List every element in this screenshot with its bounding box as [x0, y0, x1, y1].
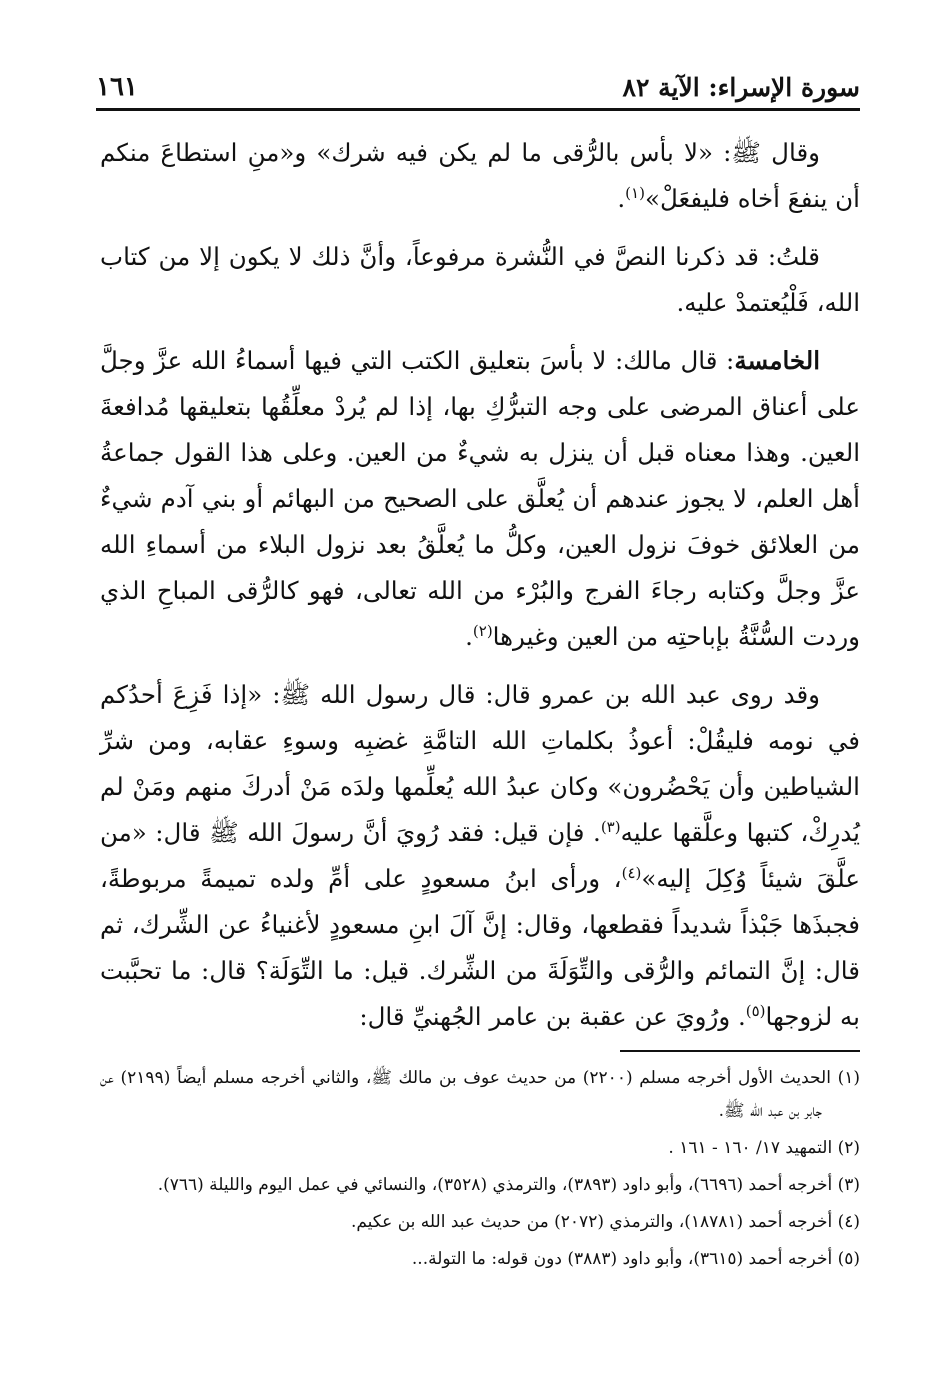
paragraph-4-text-a: وقد روى عبد الله بن عمرو قال: قال رسول الله ﷺ: «إذا فَزِعَ أحدُكم في نومه فليقُلْ: أعوذُ بكلماتِ الله التامَّةِ غضبِه وسوءِ عقابه، ومن شرِّ الشياطين وأن يَحْضُرون» وكان عبدُ الله يُعلِّمها ولدَه مَنْ أدركَ منهم ومَنْ لم يُدرِكْ، كتبها وعلَّقها عليه — [100, 680, 861, 847]
paragraph-4-text-c: ، ورأى ابنُ مسعودٍ على أمِّ ولده تميمةً مربوطةً، فجبذَها جَبْذاً شديداً فقطعها، وقال: إنَّ آلَ ابنِ مسعودٍ لأغنياءُ عن الشِّرك، ثم قال: إنَّ التمائم والرُّقى والتِّوَلَةَ من الشِّرك. قيل: ما التِّوَلَة؟ قال: ما تحبَّبت به لزوجها — [100, 864, 860, 1031]
page-header — [96, 58, 860, 111]
paragraph-1-text: وقال ﷺ: «لا بأس بالرُّقى ما لم يكن فيه شرك» و«منِ استطاعَ منكم أن ينفعَ أخاه فليفعَلْ» — [100, 138, 860, 213]
paragraph-3-text: : قال مالك: لا بأسَ بتعليق الكتب التي فيها أسماءُ الله عزَّ وجلَّ على أعناق المرضى على وجه التبرُّكِ بها، إذا لم يُردْ معلِّقُها بتعليقها مُدافعةَ العين. وهذا معناه قبل أن ينزل به شيءٌ من العين. وعلى هذا القول جماعةُ أهل العلم، لا يجوز عندهم أن يُعلَّق على الصحيح من البهائم أو بني آدم شيءٌ من العلائق خوفَ نزول العين، وكلُّ ما يُعلَّقُ بعد نزول البلاء من أسماءِ الله عزَّ وجلَّ وكتابه رجاءَ الفرج والبُرْء من الله تعالى، فهو كالرُّقى المباحِ الذي وردت السُّنَّةُ بإباحتِه من العين وغيرها — [100, 346, 860, 651]
main-text — [100, 130, 860, 1052]
footnote-3: (٣) أخرجه أحمد (٦٦٩٦)، وأبو داود (٣٨٩٣)، والترمذي (٣٥٢٨)، والنسائي في عمل اليوم والليلة (٧٦٦). — [157, 1175, 860, 1195]
paragraph-4-text-d: . ورُويَ عن عقبة بن عامر الجُهنيِّ قال: — [359, 1002, 746, 1031]
footnote-2: (٢) التمهيد ١٧/ ١٦٠ - ١٦١ . — [668, 1138, 860, 1158]
paragraph-2: قلتُ: قد ذكرنا النصَّ في النُّشرة مرفوعاً، وأنَّ ذلك لا يكون إلا من كتاب الله، فَلْيُعتمدْ عليه. — [100, 242, 860, 317]
footnote-ref-5: (٥) — [745, 1001, 766, 1020]
chapter-title: سورة الإسراء: الآية ٨٢ — [622, 73, 860, 102]
footnote-4: (٤) أخرجه أحمد (١٨٧٨١)، والترمذي (٢٠٧٢) من حديث عبد الله بن عكيم. — [350, 1212, 860, 1232]
footnote-separator — [620, 1050, 860, 1052]
footnote-ref-4: (٤) — [621, 863, 642, 882]
footnote-ref-3: (٣) — [600, 817, 621, 836]
footnotes — [100, 1062, 860, 1280]
footnote-5: (٥) أخرجه أحمد (٣٦١٥)، وأبو داود (٣٨٨٣) دون قوله: ما التولة... — [411, 1249, 860, 1269]
page-number: ١٦١ — [96, 72, 138, 102]
paragraph-1: وقال ﷺ: «لا بأس بالرُّقى ما لم يكن فيه شرك» و«منِ استطاعَ منكم أن ينفعَ أخاه فليفعَلْ»$^{(١)}$. — [100, 138, 860, 213]
section-lead: الخامسة — [734, 346, 820, 375]
paragraph-4 — [100, 672, 860, 1040]
footnote-ref-1: (١) — [625, 183, 645, 202]
footnote-1: (١) الحديث الأول أخرجه مسلم (٢٢٠٠) من حديث عوف بن مالك ﷺ، والثاني أخرجه مسلم أيضاً (٢١٩٩) عن جابر بن عبد الله ﷺ. — [100, 1068, 860, 1121]
paragraph-4-text-b: . فإن قيل: فقد رُويَ أنَّ رسولَ الله ﷺ قال: «من علَّقَ شيئاً وُكِلَ إليه» — [100, 818, 860, 893]
paragraph-3: الخامسة: قال مالك: لا بأسَ بتعليق الكتب التي فيها أسماءُ الله عزَّ وجلَّ على أعناق المرضى على وجه التبرُّكِ بها، إذا لم يُردْ معلِّقُها بتعليقها مُدافعةَ العين. وهذا معناه قبل أن ينزل به شيءٌ من العين. وعلى هذا القول جماعةُ أهل العلم، لا يجوز عندهم أن يُعلَّق على الصحيح من البهائم أو بني آدم شيءٌ من العلائق خوفَ نزول العين، وكلُّ ما يُعلَّقُ بعد نزول البلاء من أسماءِ الله عزَّ وجلَّ وكتابه رجاءَ الفرج والبُرْء من الله تعالى، فهو كالرُّقى المباحِ الذي وردت السُّنَّةُ بإباحتِه من العين وغيرها$^{(٢)}$. — [100, 346, 860, 651]
footnote-ref-2: (٢) — [472, 621, 493, 640]
